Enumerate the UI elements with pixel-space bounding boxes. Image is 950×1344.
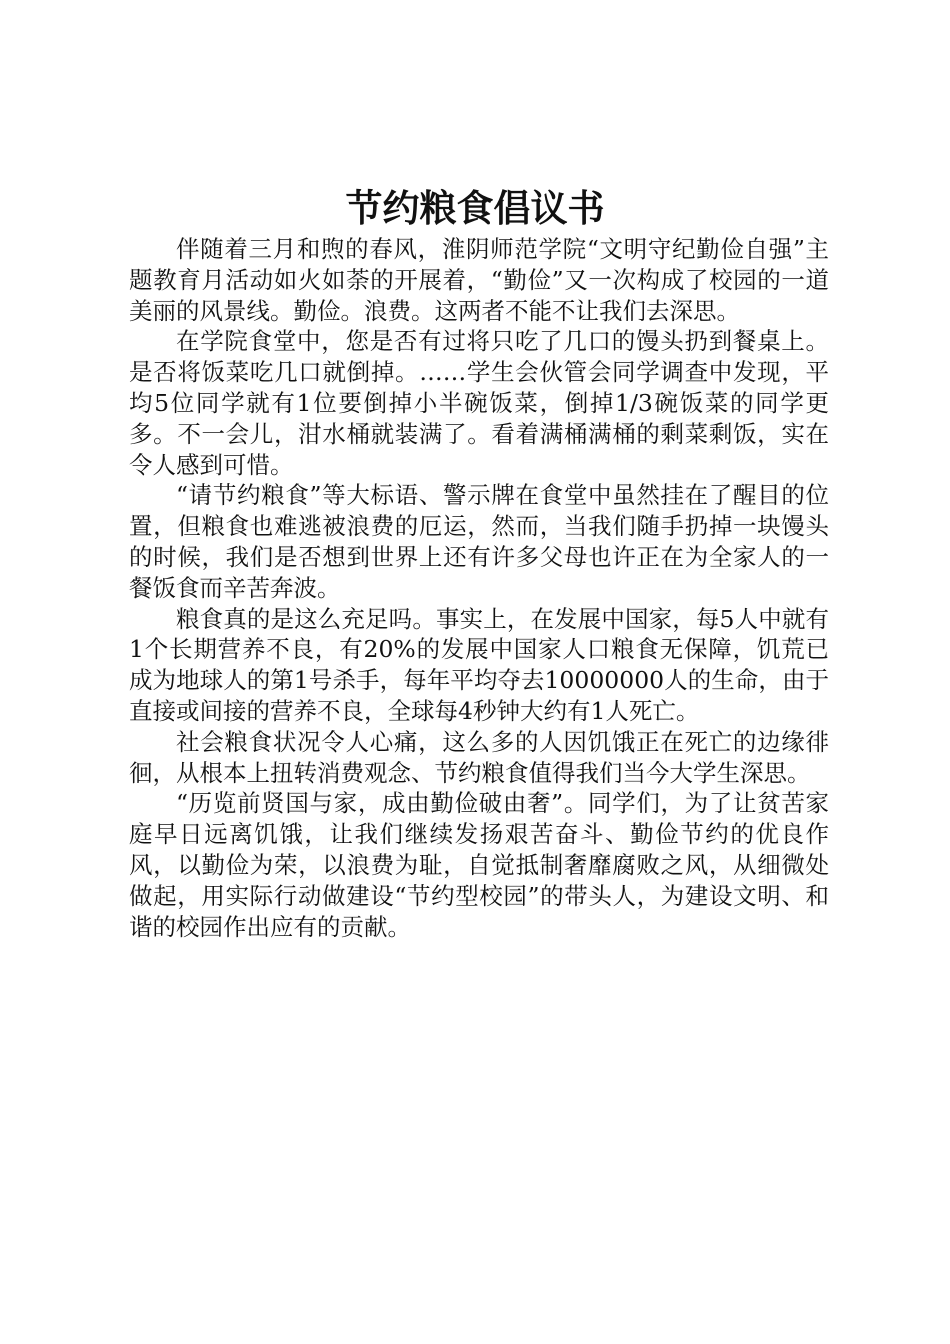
body-paragraph-5: 社会粮食状况令人心痛，这么多的人因饥饿正在死亡的边缘徘徊，从根本上扭转消费观念、节约粮食值得我们当今大学生深思。	[129, 727, 829, 787]
body-paragraph-1: 伴随着三月和煦的春风，淮阴师范学院“文明守纪勤俭自强”主题教育月活动如火如荼的开展着，“勤俭”又一次构成了校园的一道美丽的风景线。勤俭。浪费。这两者不能不让我们去深思。	[129, 235, 829, 325]
body-paragraph-6: “历览前贤国与家，成由勤俭破由奢”。同学们，为了让贫苦家庭早日远离饥饿，让我们继续发扬艰苦奋斗、勤俭节约的优良作风，以勤俭为荣，以浪费为耻，自觉抵制奢靡腐败之风，从细微处做起，用实际行动做建设“节约型校园”的带头人，为建设文明、和谐的校园作出应有的贡献。	[129, 789, 829, 941]
document-body	[129, 234, 829, 942]
body-paragraph-4: 粮食真的是这么充足吗。事实上，在发展中国家，每5人中就有1个长期营养不良，有20%的发展中国家人口粮食无保障，饥荒已成为地球人的第1号杀手，每年平均夺去10000000人的生命，由于直接或间接的营养不良，全球每4秒钟大约有1人死亡。	[129, 604, 829, 725]
body-paragraph-3: “请节约粮食”等大标语、警示牌在食堂中虽然挂在了醒目的位置，但粮食也难逃被浪费的厄运，然而，当我们随手扔掉一块馒头的时候，我们是否想到世界上还有许多父母也许正在为全家人的一餐饭食而辛苦奔波。	[129, 481, 829, 602]
body-paragraph-2: 在学院食堂中，您是否有过将只吃了几口的馒头扔到餐桌上。是否将饭菜吃几口就倒掉。……学生会伙管会同学调查中发现，平均5位同学就有1位要倒掉小半碗饭菜，倒掉1/3碗饭菜的同学更多。不一会儿，泔水桶就装满了。看着满桶满桶的剩菜剩饭，实在令人感到可惜。	[129, 327, 829, 479]
document-title: 节约粮食倡议书	[345, 186, 605, 230]
